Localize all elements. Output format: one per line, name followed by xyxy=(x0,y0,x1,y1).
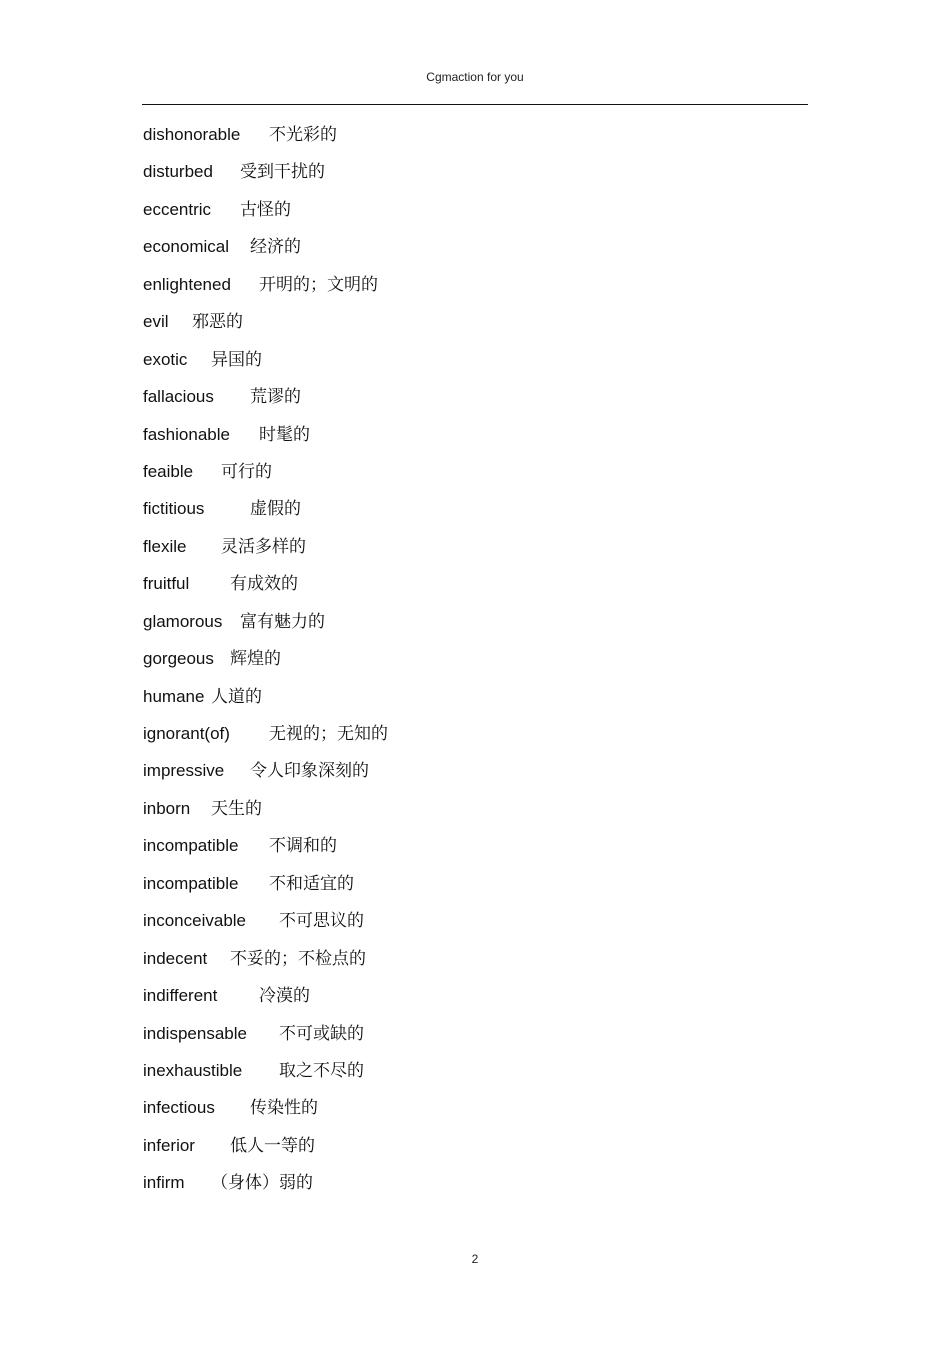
list-item xyxy=(143,719,803,756)
entry-meaning: 传染性的 xyxy=(250,1098,318,1119)
entry-meaning: 不可或缺的 xyxy=(279,1023,364,1044)
entry-meaning: 天生的 xyxy=(211,798,262,819)
entry-meaning: 虚假的 xyxy=(250,499,301,520)
page-number: 2 xyxy=(471,1252,479,1266)
entry-meaning: 灵活多样的 xyxy=(221,536,306,557)
list-item xyxy=(143,569,803,606)
entry-word: dishonorable xyxy=(143,125,241,144)
entry-meaning: （身体）弱的 xyxy=(211,1173,313,1194)
list-item xyxy=(143,1093,803,1130)
list-item xyxy=(143,494,803,531)
list-item xyxy=(143,307,803,344)
list-item xyxy=(143,420,803,457)
list-item xyxy=(143,457,803,494)
list-item xyxy=(143,981,803,1018)
list-item xyxy=(143,232,803,269)
entry-word: indispensable xyxy=(143,1023,247,1043)
entry-word: gorgeous xyxy=(143,649,214,669)
header-rule xyxy=(142,104,808,105)
list-item xyxy=(143,120,803,157)
list-item xyxy=(143,682,803,719)
list-item xyxy=(143,270,803,307)
entry-word: incompatible xyxy=(143,836,239,856)
entry-word: enlightened xyxy=(143,274,231,294)
entry-word: evil xyxy=(143,312,169,332)
entry-word: incompatible xyxy=(143,873,239,893)
list-item xyxy=(143,195,803,232)
entry-word: fictitious xyxy=(143,499,205,519)
entry-meaning: 取之不尽的 xyxy=(279,1060,364,1081)
list-item xyxy=(143,532,803,569)
entry-meaning: 不调和的 xyxy=(269,836,337,857)
list-item xyxy=(143,944,803,981)
entry-meaning: 令人印象深刻的 xyxy=(250,761,369,782)
entry-meaning: 经济的 xyxy=(250,237,301,258)
entry-word: humane xyxy=(143,686,205,706)
entry-word: inferior xyxy=(143,1135,195,1155)
entry-word: indecent xyxy=(143,948,208,968)
entry-word: infectious xyxy=(143,1098,215,1118)
entry-meaning: 不光彩的 xyxy=(269,125,337,145)
entry-word: fruitful xyxy=(143,574,190,594)
list-item xyxy=(143,345,803,382)
list-item xyxy=(143,644,803,681)
entry-meaning: 人道的 xyxy=(211,686,262,707)
entry-meaning: 富有魅力的 xyxy=(240,611,325,632)
list-item xyxy=(143,607,803,644)
entry-meaning: 荒谬的 xyxy=(250,387,301,408)
entry-word: flexile xyxy=(143,536,187,556)
entry-meaning: 古怪的 xyxy=(240,199,291,220)
entry-meaning: 异国的 xyxy=(211,349,262,370)
entry-word: impressive xyxy=(143,761,225,781)
entry-meaning: 不可思议的 xyxy=(279,911,364,932)
list-item xyxy=(143,1131,803,1168)
list-item xyxy=(143,157,803,194)
entry-meaning: 时髦的 xyxy=(259,424,310,445)
entry-word: inborn xyxy=(143,798,191,818)
entry-word: economical xyxy=(143,237,229,257)
entry-meaning: 无视的；无知的 xyxy=(269,724,388,744)
entry-word: fallacious xyxy=(143,387,214,407)
entry-word: disturbed xyxy=(143,162,213,182)
entry-meaning: 冷漠的 xyxy=(259,986,310,1007)
entry-word: indifferent xyxy=(143,986,218,1006)
entry-meaning: 有成效的 xyxy=(230,574,298,595)
entry-word: fashionable xyxy=(143,424,230,444)
entry-meaning: 开明的；文明的 xyxy=(259,274,378,295)
entry-word: eccentric xyxy=(143,199,212,219)
entry-word: feaible xyxy=(143,461,194,481)
list-item xyxy=(143,382,803,419)
page-header: Cgmaction for you xyxy=(426,70,524,84)
entry-word: infirm xyxy=(143,1173,185,1193)
entry-meaning: 低人一等的 xyxy=(230,1135,315,1156)
list-item xyxy=(143,1056,803,1093)
entry-meaning: 邪恶的 xyxy=(192,312,243,333)
entry-meaning: 不和适宜的 xyxy=(269,873,354,894)
entry-word: inconceivable xyxy=(143,911,247,931)
list-item xyxy=(143,906,803,943)
vocabulary-list xyxy=(143,120,803,1206)
list-item xyxy=(143,869,803,906)
list-item xyxy=(143,794,803,831)
entry-meaning: 不妥的；不检点的 xyxy=(230,948,366,969)
entry-word: ignorant(of) xyxy=(143,724,230,743)
entry-word: exotic xyxy=(143,349,188,369)
list-item xyxy=(143,831,803,868)
list-item xyxy=(143,1019,803,1056)
list-item xyxy=(143,756,803,793)
entry-meaning: 辉煌的 xyxy=(230,649,281,670)
entry-word: inexhaustible xyxy=(143,1060,243,1080)
entry-word: glamorous xyxy=(143,611,223,631)
list-item xyxy=(143,1168,803,1205)
entry-meaning: 可行的 xyxy=(221,461,272,482)
entry-meaning: 受到干扰的 xyxy=(240,162,325,183)
